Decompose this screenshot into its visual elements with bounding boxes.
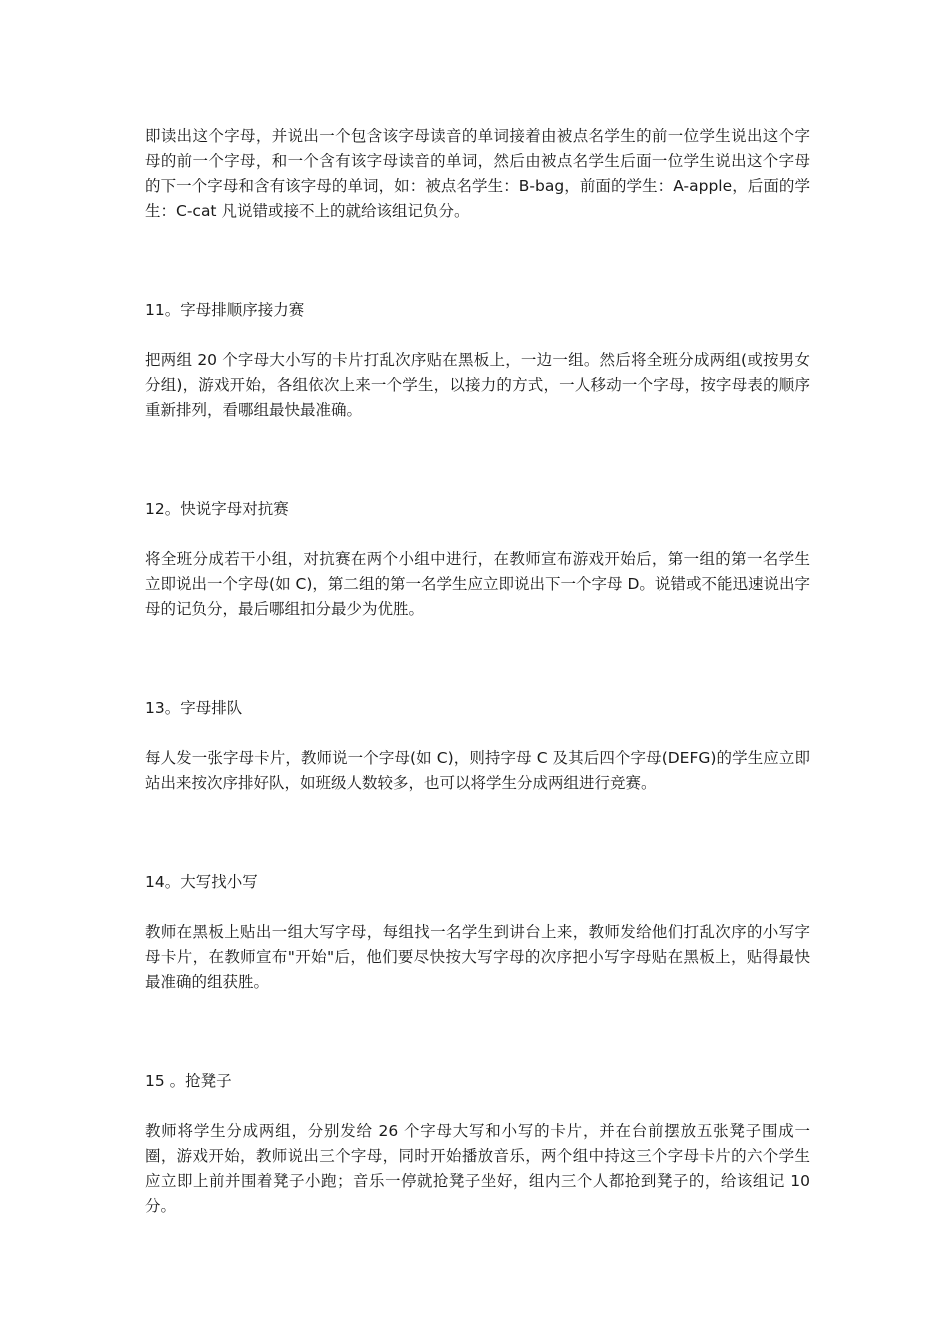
section-body-12: 将全班分成若干小组，对抗赛在两个小组中进行，在教师宣布游戏开始后，第一组的第一名学生立即说出一个字母(如 C)，第二组的第一名学生应立即说出下一个字母 D。说错或不能迅速说出字母的记负分，最后哪组扣分最少为优胜。 bbox=[145, 550, 810, 618]
section-body-11: 把两组 20 个字母大小写的卡片打乱次序贴在黑板上，一边一组。然后将全班分成两组(或按男女分组)，游戏开始，各组依次上来一个学生，以接力的方式，一人移动一个字母，按字母表的顺序重新排列，看哪组最快最准确。 bbox=[145, 351, 810, 419]
section-body-13: 每人发一张字母卡片，教师说一个字母(如 C)，则持字母 C 及其后四个字母(DEFG)的学生应立即站出来按次序排好队，如班级人数较多，也可以将学生分成两组进行竞赛。 bbox=[145, 749, 810, 792]
section-body-14: 教师在黑板上贴出一组大写字母，每组找一名学生到讲台上来，教师发给他们打乱次序的小写字母卡片，在教师宣布"开始"后，他们要尽快按大写字母的次序把小写字母贴在黑板上，贴得最快最准确的组获胜。 bbox=[145, 923, 810, 991]
section-heading-14: 14。大写找小写 bbox=[145, 873, 258, 891]
section-heading-13: 13。字母排队 bbox=[145, 699, 243, 717]
section-body-15: 教师将学生分成两组，分别发给 26 个字母大写和小写的卡片，并在台前摆放五张凳子围成一圈，游戏开始，教师说出三个字母，同时开始播放音乐，两个组中持这三个字母卡片的六个学生应立即上前并围着凳子小跑；音乐一停就抢凳子坐好，组内三个人都抢到凳子的，给该组记 10 分。 bbox=[145, 1122, 810, 1215]
section-heading-15: 15 。抢凳子 bbox=[145, 1072, 232, 1090]
section-heading-11: 11。字母排顺序接力赛 bbox=[145, 301, 305, 319]
section-heading-12: 12。快说字母对抗赛 bbox=[145, 500, 289, 518]
intro-paragraph: 即读出这个字母，并说出一个包含该字母读音的单词接着由被点名学生的前一位学生说出这个字母的前一个字母，和一个含有该字母读音的单词，然后由被点名学生后面一位学生说出这个字母的下一个字母和含有该字母的单词，如：被点名学生：B-bag，前面的学生：A-apple，后面的学生：C-cat 凡说错或接不上的就给该组记负分。 bbox=[145, 127, 810, 220]
